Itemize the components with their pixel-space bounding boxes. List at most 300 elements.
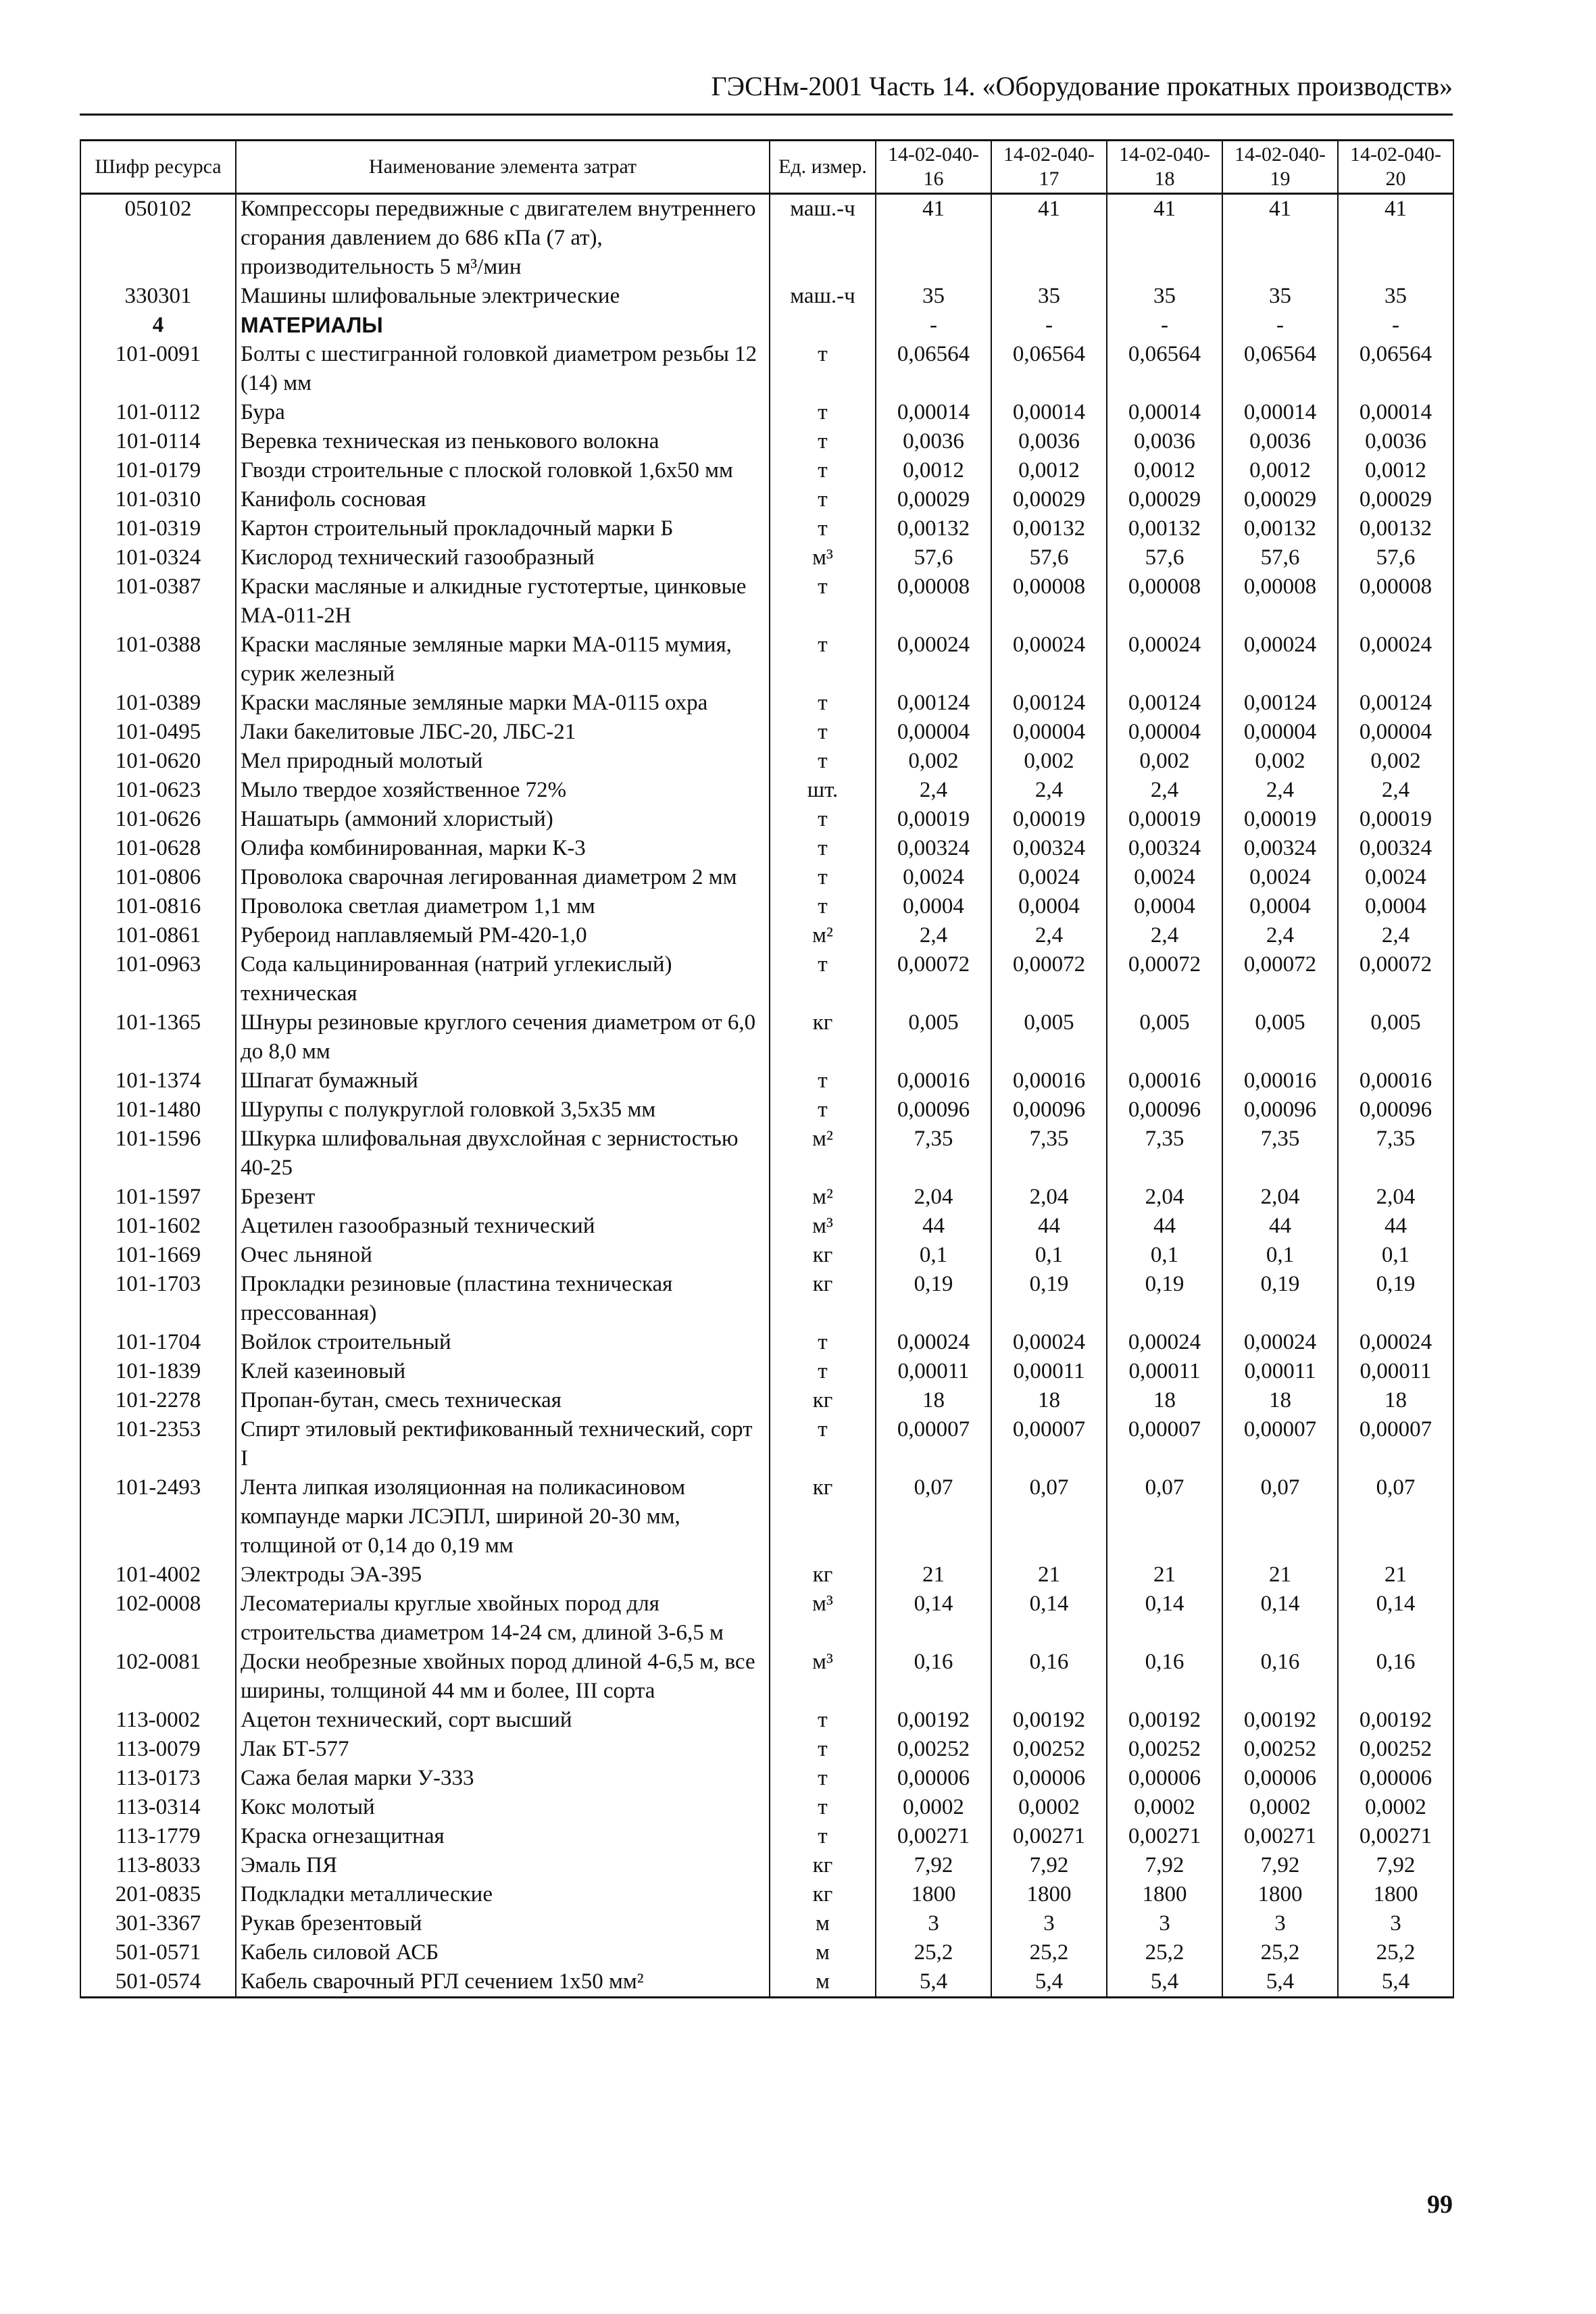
resource-name-cell: Прокладки резиновые (пластина техническая прессованная)	[236, 1270, 770, 1328]
unit-cell: т	[770, 572, 876, 631]
unit-cell: т	[770, 1415, 876, 1473]
value-cell: 0,07	[1222, 1473, 1338, 1560]
value-cell: 0,00006	[876, 1764, 991, 1793]
value-cell: 0,00011	[991, 1357, 1107, 1386]
resource-name-cell: Кокс молотый	[236, 1793, 770, 1822]
resource-table	[80, 139, 1454, 1998]
value-cell: 0,00132	[1222, 514, 1338, 543]
unit-cell: т	[770, 1822, 876, 1851]
resource-name-cell: Войлок строительный	[236, 1328, 770, 1357]
header-column: 14-02-040-16	[876, 141, 991, 194]
resource-code-cell: 101-0861	[80, 921, 236, 950]
resource-name-cell: Лаки бакелитовые ЛБС-20, ЛБС-21	[236, 718, 770, 747]
value-cell: 44	[1222, 1212, 1338, 1241]
resource-code-cell: 101-1703	[80, 1270, 236, 1328]
value-cell: 2,4	[876, 776, 991, 805]
resource-name-cell: Рукав брезентовый	[236, 1909, 770, 1938]
resource-code-cell: 101-0623	[80, 776, 236, 805]
value-cell: 2,04	[876, 1183, 991, 1212]
resource-name-cell: Шпагат бумажный	[236, 1066, 770, 1096]
value-cell: 0,00004	[1222, 718, 1338, 747]
unit-cell	[770, 311, 876, 340]
value-cell: 0,14	[991, 1590, 1107, 1648]
value-cell: 7,35	[1222, 1125, 1338, 1183]
value-cell: 0,00096	[1107, 1096, 1222, 1125]
resource-code-cell: 101-0319	[80, 514, 236, 543]
resource-code-cell: 101-0179	[80, 456, 236, 485]
table-row	[80, 1648, 1453, 1706]
value-cell: 0,19	[991, 1270, 1107, 1328]
value-cell: 35	[1338, 282, 1453, 311]
value-cell: 0,00192	[1222, 1706, 1338, 1735]
resource-code-cell: 101-1596	[80, 1125, 236, 1183]
resource-code-cell: 101-0389	[80, 689, 236, 718]
unit-cell: т	[770, 340, 876, 398]
resource-name-cell: Проволока светлая диаметром 1,1 мм	[236, 892, 770, 921]
value-cell: 0,00132	[1107, 514, 1222, 543]
value-cell: 21	[1338, 1560, 1453, 1590]
value-cell: 41	[991, 194, 1107, 282]
value-cell: 0,1	[1222, 1241, 1338, 1270]
table-row	[80, 572, 1453, 631]
resource-name-cell: Доски необрезные хвойных пород длиной 4-6,5 м, все ширины, толщиной 44 мм и более, III сорта	[236, 1648, 770, 1706]
value-cell: 2,4	[1338, 921, 1453, 950]
resource-name-cell: Шурупы с полукруглой головкой 3,5х35 мм	[236, 1096, 770, 1125]
value-cell: 0,0012	[1222, 456, 1338, 485]
header-column: 14-02-040-17	[991, 141, 1107, 194]
header-column: 14-02-040-19	[1222, 141, 1338, 194]
value-cell: 0,005	[1107, 1008, 1222, 1066]
value-cell: 0,00252	[1338, 1735, 1453, 1764]
resource-code-cell: 101-1704	[80, 1328, 236, 1357]
value-cell: 0,00271	[1107, 1822, 1222, 1851]
unit-cell: т	[770, 747, 876, 776]
value-cell: 0,19	[876, 1270, 991, 1328]
value-cell: 7,35	[876, 1125, 991, 1183]
resource-name-cell: Лак БТ-577	[236, 1735, 770, 1764]
table-row	[80, 1386, 1453, 1415]
value-cell: 0,00024	[991, 631, 1107, 689]
resource-code-cell: 102-0081	[80, 1648, 236, 1706]
unit-cell: т	[770, 1328, 876, 1357]
resource-name-cell: Клей казеиновый	[236, 1357, 770, 1386]
unit-cell: кг	[770, 1880, 876, 1909]
table-row	[80, 1793, 1453, 1822]
resource-code-cell: 101-1602	[80, 1212, 236, 1241]
resource-code-cell: 101-0388	[80, 631, 236, 689]
value-cell: 21	[1222, 1560, 1338, 1590]
value-cell: 2,04	[1107, 1183, 1222, 1212]
resource-code-cell: 101-1365	[80, 1008, 236, 1066]
value-cell: 0,00029	[991, 485, 1107, 514]
unit-cell: кг	[770, 1008, 876, 1066]
value-cell: 0,00024	[1338, 631, 1453, 689]
value-cell: 0,00024	[1107, 1328, 1222, 1357]
value-cell: 44	[991, 1212, 1107, 1241]
value-cell: 0,0024	[1107, 863, 1222, 892]
value-cell: 0,16	[1222, 1648, 1338, 1706]
value-cell: 0,00072	[876, 950, 991, 1008]
value-cell: 0,00192	[1107, 1706, 1222, 1735]
value-cell: 0,0024	[1338, 863, 1453, 892]
value-cell: 0,00132	[876, 514, 991, 543]
unit-cell: т	[770, 834, 876, 863]
value-cell: 57,6	[1222, 543, 1338, 572]
value-cell: 0,00011	[876, 1357, 991, 1386]
unit-cell: т	[770, 689, 876, 718]
unit-cell: т	[770, 718, 876, 747]
value-cell: 0,00019	[1222, 805, 1338, 834]
value-cell: 0,00271	[1338, 1822, 1453, 1851]
value-cell: 0,0036	[991, 427, 1107, 456]
value-cell: 0,00007	[1222, 1415, 1338, 1473]
value-cell: 0,19	[1222, 1270, 1338, 1328]
value-cell: 0,1	[1338, 1241, 1453, 1270]
value-cell: 1800	[1107, 1880, 1222, 1909]
table-row	[80, 427, 1453, 456]
value-cell: 18	[1338, 1386, 1453, 1415]
value-cell: 0,00271	[991, 1822, 1107, 1851]
value-cell: 0,14	[876, 1590, 991, 1648]
value-cell: 0,06564	[876, 340, 991, 398]
value-cell: 41	[1222, 194, 1338, 282]
value-cell: 0,00014	[1222, 398, 1338, 427]
unit-cell: м	[770, 1909, 876, 1938]
table-row	[80, 1880, 1453, 1909]
value-cell: 0,00004	[876, 718, 991, 747]
value-cell: 0,0012	[991, 456, 1107, 485]
value-cell: 1800	[876, 1880, 991, 1909]
value-cell: 25,2	[1222, 1938, 1338, 1967]
unit-cell: т	[770, 485, 876, 514]
table-row	[80, 805, 1453, 834]
value-cell: 0,07	[991, 1473, 1107, 1560]
table-body	[80, 194, 1453, 1998]
value-cell: 0,00008	[876, 572, 991, 631]
value-cell: 0,00324	[1222, 834, 1338, 863]
value-cell: 7,35	[1338, 1125, 1453, 1183]
value-cell: 0,1	[1107, 1241, 1222, 1270]
value-cell: 21	[1107, 1560, 1222, 1590]
value-cell: 0,0036	[876, 427, 991, 456]
value-cell: 0,00014	[1107, 398, 1222, 427]
unit-cell: т	[770, 1096, 876, 1125]
table-row	[80, 456, 1453, 485]
unit-cell: м²	[770, 921, 876, 950]
unit-cell: т	[770, 456, 876, 485]
resource-name-cell: Очес льняной	[236, 1241, 770, 1270]
value-cell: 0,00008	[1222, 572, 1338, 631]
unit-cell: т	[770, 1066, 876, 1096]
unit-cell: т	[770, 398, 876, 427]
resource-code-cell: 101-2353	[80, 1415, 236, 1473]
resource-name-cell: Картон строительный прокладочный марки Б	[236, 514, 770, 543]
resource-name-cell: Подкладки металлические	[236, 1880, 770, 1909]
value-cell: -	[1222, 311, 1338, 340]
resource-code-cell: 113-0079	[80, 1735, 236, 1764]
value-cell: 0,00016	[1222, 1066, 1338, 1096]
value-cell: 2,4	[1222, 921, 1338, 950]
resource-name-cell: Шнуры резиновые круглого сечения диаметром от 6,0 до 8,0 мм	[236, 1008, 770, 1066]
value-cell: 0,00192	[991, 1706, 1107, 1735]
resource-code-cell: 301-3367	[80, 1909, 236, 1938]
unit-cell: т	[770, 1357, 876, 1386]
value-cell: 0,00011	[1338, 1357, 1453, 1386]
table-row	[80, 1357, 1453, 1386]
value-cell: 0,14	[1107, 1590, 1222, 1648]
resource-code-cell: 330301	[80, 282, 236, 311]
resource-code-cell: 101-0387	[80, 572, 236, 631]
value-cell: 0,00096	[1338, 1096, 1453, 1125]
unit-cell: кг	[770, 1560, 876, 1590]
value-cell: 35	[991, 282, 1107, 311]
unit-cell: маш.-ч	[770, 194, 876, 282]
value-cell: 0,00007	[1107, 1415, 1222, 1473]
value-cell: 0,00006	[991, 1764, 1107, 1793]
value-cell: 0,00252	[1107, 1735, 1222, 1764]
value-cell: 0,002	[1107, 747, 1222, 776]
value-cell: 0,00029	[1338, 485, 1453, 514]
value-cell: 0,0004	[1222, 892, 1338, 921]
value-cell: 0,06564	[1338, 340, 1453, 398]
value-cell: 0,07	[1107, 1473, 1222, 1560]
value-cell: 0,00007	[876, 1415, 991, 1473]
resource-name-cell: Мыло твердое хозяйственное 72%	[236, 776, 770, 805]
value-cell: 0,00096	[1222, 1096, 1338, 1125]
unit-cell: м²	[770, 1125, 876, 1183]
value-cell: 0,00252	[876, 1735, 991, 1764]
resource-code-cell: 102-0008	[80, 1590, 236, 1648]
value-cell: 2,04	[1338, 1183, 1453, 1212]
table-row	[80, 1212, 1453, 1241]
value-cell: 0,00072	[1338, 950, 1453, 1008]
table-row	[80, 340, 1453, 398]
value-cell: 0,00011	[1222, 1357, 1338, 1386]
value-cell: 0,0024	[876, 863, 991, 892]
value-cell: 3	[1107, 1909, 1222, 1938]
page-header: ГЭСНм-2001 Часть 14. «Оборудование прокатных производств»	[711, 71, 1453, 101]
value-cell: 0,00096	[991, 1096, 1107, 1125]
resource-name-cell: Сода кальцинированная (натрий углекислый) техническая	[236, 950, 770, 1008]
value-cell: 0,0024	[1222, 863, 1338, 892]
value-cell: 0,0004	[991, 892, 1107, 921]
resource-code-cell: 101-2278	[80, 1386, 236, 1415]
header-column: 14-02-040-20	[1338, 141, 1453, 194]
value-cell: 35	[1222, 282, 1338, 311]
resource-code-cell: 101-0114	[80, 427, 236, 456]
header-column: 14-02-040-18	[1107, 141, 1222, 194]
value-cell: 0,00016	[1107, 1066, 1222, 1096]
value-cell: 0,00132	[991, 514, 1107, 543]
table-row	[80, 514, 1453, 543]
resource-name-cell: Рубероид наплавляемый РМ-420-1,0	[236, 921, 770, 950]
unit-cell: кг	[770, 1851, 876, 1880]
resource-name-cell: Краски масляные земляные марки МА-0115 мумия, сурик железный	[236, 631, 770, 689]
resource-name-cell: Электроды ЭА-395	[236, 1560, 770, 1590]
unit-cell: т	[770, 892, 876, 921]
value-cell: 0,0002	[991, 1793, 1107, 1822]
value-cell: 25,2	[1107, 1938, 1222, 1967]
resource-name-cell: Эмаль ПЯ	[236, 1851, 770, 1880]
table-row	[80, 631, 1453, 689]
value-cell: 0,00192	[1338, 1706, 1453, 1735]
resource-name-cell: Пропан-бутан, смесь техническая	[236, 1386, 770, 1415]
value-cell: 0,0002	[1338, 1793, 1453, 1822]
value-cell: 0,19	[1338, 1270, 1453, 1328]
resource-code-cell: 113-0002	[80, 1706, 236, 1735]
resource-code-cell: 101-0963	[80, 950, 236, 1008]
value-cell: 41	[1107, 194, 1222, 282]
value-cell: 0,00024	[1338, 1328, 1453, 1357]
unit-cell: т	[770, 427, 876, 456]
value-cell: 57,6	[1338, 543, 1453, 572]
table-row	[80, 1764, 1453, 1793]
value-cell: 0,00011	[1107, 1357, 1222, 1386]
value-cell: 3	[991, 1909, 1107, 1938]
table-row	[80, 398, 1453, 427]
resource-code-cell: 101-0310	[80, 485, 236, 514]
header-code: Шифр ресурса	[80, 141, 236, 194]
table-row	[80, 747, 1453, 776]
resource-code-cell: 501-0574	[80, 1967, 236, 1998]
value-cell: 44	[1107, 1212, 1222, 1241]
table-row	[80, 194, 1453, 282]
value-cell: 2,4	[1107, 776, 1222, 805]
value-cell: 0,00024	[991, 1328, 1107, 1357]
value-cell: 35	[1107, 282, 1222, 311]
table-row	[80, 892, 1453, 921]
value-cell: 5,4	[876, 1967, 991, 1998]
value-cell: 3	[876, 1909, 991, 1938]
value-cell: 5,4	[1107, 1967, 1222, 1998]
value-cell: 0,06564	[1107, 340, 1222, 398]
value-cell: 0,06564	[1222, 340, 1338, 398]
value-cell: 0,00029	[1222, 485, 1338, 514]
value-cell: 0,00007	[991, 1415, 1107, 1473]
value-cell: -	[876, 311, 991, 340]
unit-cell: м³	[770, 1648, 876, 1706]
value-cell: 0,00124	[876, 689, 991, 718]
value-cell: 7,35	[991, 1125, 1107, 1183]
value-cell: 0,19	[1107, 1270, 1222, 1328]
value-cell: 0,16	[991, 1648, 1107, 1706]
value-cell: 18	[991, 1386, 1107, 1415]
unit-cell: т	[770, 1706, 876, 1735]
resource-code-cell: 101-0620	[80, 747, 236, 776]
value-cell: 21	[991, 1560, 1107, 1590]
value-cell: 0,00004	[1338, 718, 1453, 747]
value-cell: 44	[1338, 1212, 1453, 1241]
resource-code-cell: 101-1839	[80, 1357, 236, 1386]
value-cell: 5,4	[1338, 1967, 1453, 1998]
resource-name-cell: Лента липкая изоляционная на поликасиновом компаунде марки ЛСЭПЛ, шириной 20-30 мм, толщиной от 0,14 до 0,19 мм	[236, 1473, 770, 1560]
table-row	[80, 282, 1453, 311]
value-cell: 0,00124	[1107, 689, 1222, 718]
unit-cell: м²	[770, 1183, 876, 1212]
resource-code-cell: 101-1480	[80, 1096, 236, 1125]
value-cell: 0,16	[1338, 1648, 1453, 1706]
value-cell: 0,00006	[1222, 1764, 1338, 1793]
table-row	[80, 1706, 1453, 1735]
resource-name-cell: Болты с шестигранной головкой диаметром резьбы 12 (14) мм	[236, 340, 770, 398]
value-cell: 0,00271	[876, 1822, 991, 1851]
table-row	[80, 1241, 1453, 1270]
table-row	[80, 863, 1453, 892]
value-cell: 0,00029	[1107, 485, 1222, 514]
unit-cell: м³	[770, 1212, 876, 1241]
table-row	[80, 1735, 1453, 1764]
value-cell: 0,0002	[1222, 1793, 1338, 1822]
value-cell: 0,0024	[991, 863, 1107, 892]
value-cell: 0,00004	[1107, 718, 1222, 747]
value-cell: 0,00324	[876, 834, 991, 863]
resource-code-cell: 101-1597	[80, 1183, 236, 1212]
value-cell: 0,07	[876, 1473, 991, 1560]
resource-name-cell: Кислород технический газообразный	[236, 543, 770, 572]
value-cell: 0,07	[1338, 1473, 1453, 1560]
value-cell: 0,00072	[991, 950, 1107, 1008]
header-rule	[80, 114, 1453, 116]
value-cell: 0,16	[1107, 1648, 1222, 1706]
resource-code-cell: 113-0173	[80, 1764, 236, 1793]
resource-name-cell: Краски масляные земляные марки МА-0115 охра	[236, 689, 770, 718]
value-cell: 41	[1338, 194, 1453, 282]
unit-cell: м	[770, 1938, 876, 1967]
unit-cell: т	[770, 1735, 876, 1764]
table-row	[80, 1822, 1453, 1851]
resource-code-cell: 101-0112	[80, 398, 236, 427]
value-cell: 0,00192	[876, 1706, 991, 1735]
value-cell: 0,0036	[1222, 427, 1338, 456]
value-cell: 44	[876, 1212, 991, 1241]
value-cell: 0,005	[1222, 1008, 1338, 1066]
value-cell: 0,00271	[1222, 1822, 1338, 1851]
value-cell: 0,00132	[1338, 514, 1453, 543]
value-cell: 0,00324	[1338, 834, 1453, 863]
value-cell: 0,00007	[1338, 1415, 1453, 1473]
value-cell: 2,4	[991, 776, 1107, 805]
value-cell: -	[991, 311, 1107, 340]
table-row	[80, 1967, 1453, 1998]
value-cell: 0,005	[991, 1008, 1107, 1066]
value-cell: 0,0036	[1338, 427, 1453, 456]
value-cell: 0,00024	[1222, 631, 1338, 689]
resource-name-cell: Машины шлифовальные электрические	[236, 282, 770, 311]
value-cell: 0,00008	[1107, 572, 1222, 631]
value-cell: 0,00072	[1107, 950, 1222, 1008]
unit-cell: кг	[770, 1241, 876, 1270]
value-cell: 18	[1107, 1386, 1222, 1415]
value-cell: 0,00324	[1107, 834, 1222, 863]
table-row	[80, 1560, 1453, 1590]
value-cell: 0,00096	[876, 1096, 991, 1125]
resource-code-cell: 101-0626	[80, 805, 236, 834]
value-cell: 0,00008	[1338, 572, 1453, 631]
value-cell: 2,4	[1222, 776, 1338, 805]
value-cell: 0,06564	[991, 340, 1107, 398]
resource-code-cell: 101-0628	[80, 834, 236, 863]
value-cell: 0,00019	[991, 805, 1107, 834]
value-cell: 0,14	[1222, 1590, 1338, 1648]
value-cell: 7,35	[1107, 1125, 1222, 1183]
value-cell: 2,4	[991, 921, 1107, 950]
value-cell: 3	[1338, 1909, 1453, 1938]
value-cell: 35	[876, 282, 991, 311]
value-cell: 2,4	[876, 921, 991, 950]
value-cell: 0,00016	[876, 1066, 991, 1096]
value-cell: 1800	[991, 1880, 1107, 1909]
value-cell: -	[1107, 311, 1222, 340]
